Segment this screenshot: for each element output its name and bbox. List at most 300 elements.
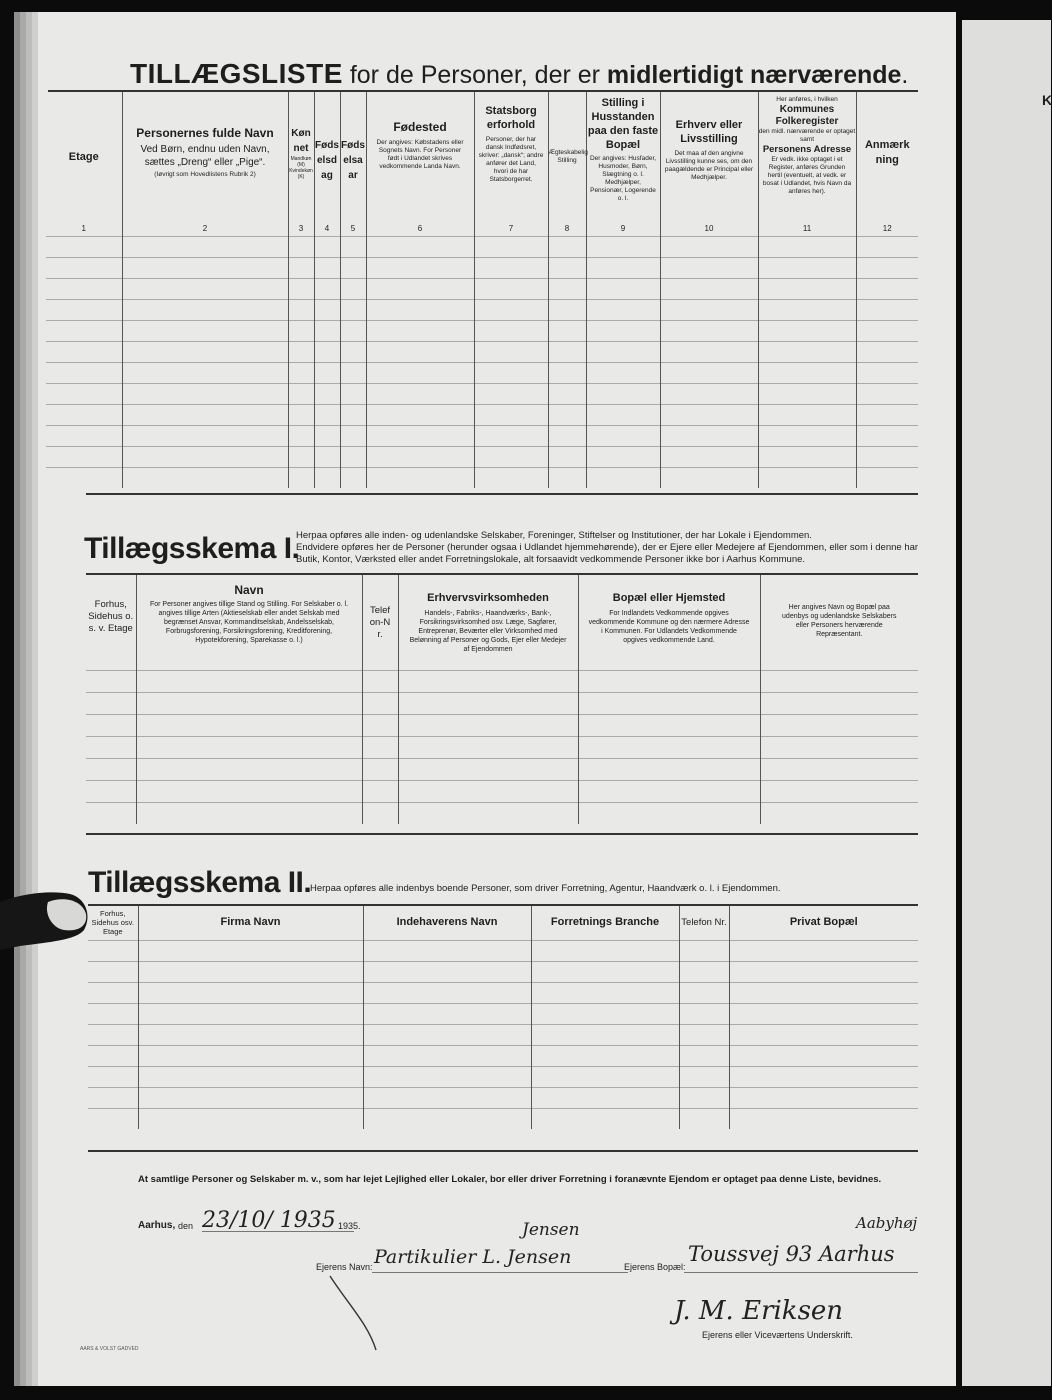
liste-row	[46, 257, 918, 278]
skema2-cell[interactable]	[729, 961, 918, 982]
liste-cell[interactable]	[122, 341, 288, 362]
skema1-cell[interactable]	[362, 780, 398, 802]
liste-cell[interactable]	[340, 236, 366, 257]
skema1-cell[interactable]	[760, 670, 918, 692]
liste-cell[interactable]	[288, 383, 314, 404]
liste-cell[interactable]	[288, 257, 314, 278]
liste-cell[interactable]	[548, 257, 586, 278]
skema2-cell[interactable]	[88, 961, 138, 982]
liste-cell[interactable]	[586, 467, 660, 488]
skema2-cell[interactable]	[363, 1108, 531, 1129]
liste-cell[interactable]	[758, 383, 856, 404]
skema1-cell[interactable]	[136, 802, 362, 824]
col-statsborger: Statsborgerforhold Personer, der har dansk Indfødsret, skriver: „dansk“; andre anfører det Land, hvori de har Statsborgerret.	[474, 92, 548, 222]
city-label: Aarhus,	[138, 1220, 176, 1231]
skema1-cell[interactable]	[136, 670, 362, 692]
skema2-cell[interactable]	[138, 1066, 363, 1087]
liste-cell[interactable]	[586, 236, 660, 257]
skema1-cell[interactable]	[398, 714, 578, 736]
skema2-header-row	[88, 906, 918, 940]
skema2-cell[interactable]	[138, 1003, 363, 1024]
skema2-cell[interactable]	[363, 1003, 531, 1024]
skema1-cell[interactable]	[398, 670, 578, 692]
col-navn: Personernes fulde Navn Ved Børn, endnu uden Navn, sættes „Dreng“ eller „Pige“. (Iøvrigt som Hovedlistens Rubrik 2)	[122, 92, 288, 222]
liste-cell[interactable]	[474, 320, 548, 341]
skema2-cell[interactable]	[88, 1024, 138, 1045]
liste-cell[interactable]	[660, 404, 758, 425]
skema1-cell[interactable]	[136, 736, 362, 758]
skema2-cell[interactable]	[679, 940, 729, 961]
liste-cell[interactable]	[660, 425, 758, 446]
liste-cell[interactable]	[340, 425, 366, 446]
liste-cell[interactable]	[474, 404, 548, 425]
skema1-row	[86, 670, 918, 692]
skema2-body	[88, 940, 918, 1129]
signature-handwritten: J. M. Eriksen	[674, 1296, 844, 1326]
liste-cell[interactable]	[314, 404, 340, 425]
liste-row	[46, 362, 918, 383]
col-foedested: Fødested Der angives: Købstadens eller Sognets Navn. For Personer født i Udlandet skrives vedkommende Landa Navn.	[366, 92, 474, 222]
liste-cell[interactable]	[340, 278, 366, 299]
liste-row	[46, 425, 918, 446]
skema2-cell[interactable]	[729, 1024, 918, 1045]
skema2-cell[interactable]	[729, 1108, 918, 1129]
liste-cell[interactable]	[46, 383, 122, 404]
liste-cell[interactable]	[122, 320, 288, 341]
skema1-cell[interactable]	[398, 736, 578, 758]
liste-cell[interactable]	[314, 446, 340, 467]
skema2-col-telefon: Telefon Nr.	[679, 906, 729, 940]
liste-cell[interactable]	[758, 467, 856, 488]
liste-cell[interactable]	[758, 278, 856, 299]
skema2-cell[interactable]	[679, 961, 729, 982]
liste-cell[interactable]	[340, 446, 366, 467]
skema2-cell[interactable]	[88, 1108, 138, 1129]
liste-cell[interactable]	[46, 404, 122, 425]
liste-cell[interactable]	[314, 362, 340, 383]
owner-address-insert: Aabyhøj	[856, 1214, 918, 1232]
col-koennet: Kønnet Mandkøn (M) Kvindekøn (K)	[288, 92, 314, 222]
skema1-cell[interactable]	[362, 692, 398, 714]
skema2-cell[interactable]	[138, 982, 363, 1003]
skema1-col-bopael: Bopæl eller Hjemsted For Indlandets Vedkommende opgives vedkommende Kommune og den nærmere Adresse i Kommunen. For Udlandets Vedkommende opgives vedkommende Land.	[578, 575, 760, 670]
liste-cell[interactable]	[288, 404, 314, 425]
liste-cell[interactable]	[758, 404, 856, 425]
liste-cell[interactable]	[548, 404, 586, 425]
liste-cell[interactable]	[586, 278, 660, 299]
date-handwritten: 23/10/ 1935	[202, 1208, 336, 1233]
liste-cell[interactable]	[366, 362, 474, 383]
skema1-col-navn: Navn For Personer angives tillige Stand og Stilling. For Selskaber o. l. angives tillige Arten (Aktieselskab eller andet Selskab med begrænset Ansvar, Kommanditselskab, Andelsselskab, Forbrugsforening, Forsikringsforening, Kreditforening, Hypotekforening, Sparekasse o. l.)	[136, 575, 362, 670]
skema1-cell[interactable]	[86, 714, 136, 736]
liste-cell[interactable]	[340, 467, 366, 488]
skema1-bottom-rule	[86, 833, 918, 835]
liste-cell[interactable]	[46, 341, 122, 362]
liste-cell[interactable]	[288, 467, 314, 488]
skema1-cell[interactable]	[362, 670, 398, 692]
skema1-cell[interactable]	[86, 780, 136, 802]
skema1-cell[interactable]	[86, 670, 136, 692]
skema2-cell[interactable]	[531, 1024, 679, 1045]
liste-cell[interactable]	[46, 236, 122, 257]
skema2-cell[interactable]	[363, 1066, 531, 1087]
liste-cell[interactable]	[586, 299, 660, 320]
liste-cell[interactable]	[46, 446, 122, 467]
liste-cell[interactable]	[366, 467, 474, 488]
liste-cell[interactable]	[122, 362, 288, 383]
liste-cell[interactable]	[314, 320, 340, 341]
liste-row	[46, 341, 918, 362]
skema2-cell[interactable]	[531, 1045, 679, 1066]
skema1-cell[interactable]	[760, 736, 918, 758]
signature-label: Ejerens eller Viceværtens Underskrift.	[702, 1330, 853, 1340]
skema2-cell[interactable]	[531, 940, 679, 961]
skema2-row	[88, 1003, 918, 1024]
liste-cell[interactable]	[548, 299, 586, 320]
liste-cell[interactable]	[758, 341, 856, 362]
liste-cell[interactable]	[660, 446, 758, 467]
skema2-cell[interactable]	[138, 1045, 363, 1066]
liste-cell[interactable]	[122, 383, 288, 404]
liste-cell[interactable]	[758, 446, 856, 467]
liste-cell[interactable]	[366, 404, 474, 425]
skema1-title: Tillægsskema I.	[84, 532, 300, 565]
skema1-cell[interactable]	[86, 736, 136, 758]
liste-cell[interactable]	[340, 383, 366, 404]
liste-cell[interactable]	[474, 278, 548, 299]
skema2-cell[interactable]	[679, 1003, 729, 1024]
owner-name-insert: Jensen	[522, 1220, 580, 1240]
skema2-description: Herpaa opføres alle indenbys boende Personer, som driver Forretning, Agentur, Haandværk o. l. i Ejendommen.	[310, 883, 781, 894]
liste-title: TILLÆGSLISTE for de Personer, der er midlertidigt nærværende.	[130, 58, 909, 89]
liste-cell[interactable]	[340, 257, 366, 278]
liste-cell[interactable]	[366, 320, 474, 341]
skema2-cell[interactable]	[363, 1087, 531, 1108]
liste-cell[interactable]	[548, 383, 586, 404]
form-page	[38, 12, 956, 1386]
year-printed: 1935.	[338, 1221, 361, 1231]
liste-cell[interactable]	[288, 446, 314, 467]
liste-cell[interactable]	[366, 257, 474, 278]
liste-cell[interactable]	[586, 257, 660, 278]
liste-cell[interactable]	[366, 278, 474, 299]
liste-cell[interactable]	[586, 404, 660, 425]
skema1-cell[interactable]	[86, 758, 136, 780]
liste-cell[interactable]	[856, 467, 918, 488]
liste-cell[interactable]	[758, 257, 856, 278]
liste-cell[interactable]	[122, 236, 288, 257]
liste-cell[interactable]	[288, 278, 314, 299]
liste-cell[interactable]	[46, 467, 122, 488]
skema1-cell[interactable]	[760, 802, 918, 824]
liste-cell[interactable]	[758, 236, 856, 257]
skema1-cell[interactable]	[760, 758, 918, 780]
liste-cell[interactable]	[474, 446, 548, 467]
liste-cell[interactable]	[586, 425, 660, 446]
liste-cell[interactable]	[758, 299, 856, 320]
liste-cell[interactable]	[660, 320, 758, 341]
skema2-cell[interactable]	[88, 1045, 138, 1066]
liste-cell[interactable]	[366, 446, 474, 467]
liste-cell[interactable]	[474, 425, 548, 446]
skema2-cell[interactable]	[138, 1087, 363, 1108]
liste-cell[interactable]	[314, 257, 340, 278]
liste-cell[interactable]	[122, 278, 288, 299]
liste-cell[interactable]	[46, 299, 122, 320]
skema1-cell[interactable]	[578, 758, 760, 780]
liste-cell[interactable]	[586, 383, 660, 404]
owner-address-handwritten: Toussvej 93 Aarhus	[688, 1242, 895, 1266]
skema2-cell[interactable]	[138, 1108, 363, 1129]
liste-cell[interactable]	[660, 383, 758, 404]
col-foedselsaar: Fødselsaar	[340, 92, 366, 222]
skema1-col-etage: Forhus, Sidehus o. s. v. Etage	[88, 599, 134, 634]
liste-cell[interactable]	[856, 320, 918, 341]
liste-cell[interactable]	[856, 341, 918, 362]
liste-cell[interactable]	[586, 446, 660, 467]
liste-cell[interactable]	[548, 467, 586, 488]
skema2-cell[interactable]	[138, 1024, 363, 1045]
skema2-cell[interactable]	[363, 940, 531, 961]
liste-cell[interactable]	[586, 341, 660, 362]
liste-cell[interactable]	[122, 404, 288, 425]
liste-cell[interactable]	[366, 425, 474, 446]
liste-cell[interactable]	[474, 299, 548, 320]
owner-name-line	[372, 1272, 628, 1273]
col-folkeregister: Her anføres, i hvilken Kommunes Folkeregister den midl. nærværende er optaget samt Personens Adresse Er vedk. ikke optaget i et Register, anføres Grunden hertil (eventuelt, at vedk. er bosat i Udlandet, hvis Navn da anføres her).	[758, 92, 856, 222]
skema1-cell[interactable]	[760, 714, 918, 736]
skema2-cell[interactable]	[88, 1066, 138, 1087]
skema2-col-etage: Forhus, Sidehus osv. Etage	[91, 909, 134, 937]
skema1-body	[86, 670, 918, 824]
liste-cell[interactable]	[288, 299, 314, 320]
liste-cell[interactable]	[474, 236, 548, 257]
skema1-cell[interactable]	[398, 802, 578, 824]
liste-cell[interactable]	[46, 320, 122, 341]
skema2-cell[interactable]	[531, 1066, 679, 1087]
skema2-cell[interactable]	[531, 1087, 679, 1108]
liste-cell[interactable]	[758, 362, 856, 383]
skema2-cell[interactable]	[679, 1087, 729, 1108]
liste-cell[interactable]	[288, 341, 314, 362]
skema1-cell[interactable]	[136, 758, 362, 780]
liste-cell[interactable]	[660, 299, 758, 320]
liste-cell[interactable]	[122, 425, 288, 446]
skema1-cell[interactable]	[578, 714, 760, 736]
skema1-cell[interactable]	[362, 714, 398, 736]
skema2-cell[interactable]	[138, 940, 363, 961]
liste-cell[interactable]	[314, 341, 340, 362]
liste-cell[interactable]	[660, 362, 758, 383]
skema1-cell[interactable]	[578, 736, 760, 758]
liste-cell[interactable]	[548, 320, 586, 341]
liste-cell[interactable]	[46, 257, 122, 278]
skema2-cell[interactable]	[531, 982, 679, 1003]
skema2-cell[interactable]	[363, 1024, 531, 1045]
skema1-cell[interactable]	[578, 780, 760, 802]
skema2-cell[interactable]	[679, 1045, 729, 1066]
skema2-row	[88, 1087, 918, 1108]
skema1-row	[86, 758, 918, 780]
skema1-cell[interactable]	[398, 780, 578, 802]
liste-cell[interactable]	[548, 425, 586, 446]
skema1-cell[interactable]	[136, 692, 362, 714]
skema2-cell[interactable]	[138, 961, 363, 982]
skema2-row	[88, 1066, 918, 1087]
liste-cell[interactable]	[856, 257, 918, 278]
skema2-cell[interactable]	[729, 982, 918, 1003]
liste-cell[interactable]	[340, 299, 366, 320]
skema2-row	[88, 982, 918, 1003]
skema2-cell[interactable]	[363, 961, 531, 982]
skema1-cell[interactable]	[136, 780, 362, 802]
liste-cell[interactable]	[122, 257, 288, 278]
skema1-cell[interactable]	[86, 802, 136, 824]
skema1-cell[interactable]	[760, 692, 918, 714]
liste-bottom-rule	[86, 493, 918, 495]
liste-cell[interactable]	[474, 467, 548, 488]
liste-cell[interactable]	[366, 341, 474, 362]
owner-address-line	[684, 1272, 918, 1273]
liste-cell[interactable]	[856, 404, 918, 425]
col-foedselsdag: Fødselsdag	[314, 92, 340, 222]
liste-cell[interactable]	[340, 404, 366, 425]
skema2-cell[interactable]	[363, 982, 531, 1003]
liste-cell[interactable]	[314, 299, 340, 320]
skema2-cell[interactable]	[531, 961, 679, 982]
skema2-cell[interactable]	[679, 1024, 729, 1045]
liste-cell[interactable]	[758, 320, 856, 341]
liste-cell[interactable]	[856, 236, 918, 257]
liste-cell[interactable]	[46, 278, 122, 299]
liste-cell[interactable]	[288, 362, 314, 383]
liste-cell[interactable]	[856, 425, 918, 446]
skema2-cell[interactable]	[88, 982, 138, 1003]
skema1-cell[interactable]	[362, 736, 398, 758]
liste-cell[interactable]	[340, 320, 366, 341]
liste-cell[interactable]	[660, 257, 758, 278]
skema2-cell[interactable]	[363, 1045, 531, 1066]
skema2-col-bopael: Privat Bopæl	[729, 906, 918, 940]
skema2-cell[interactable]	[679, 982, 729, 1003]
liste-cell[interactable]	[314, 278, 340, 299]
liste-cell[interactable]	[758, 425, 856, 446]
liste-cell[interactable]	[314, 467, 340, 488]
liste-cell[interactable]	[122, 299, 288, 320]
skema2-cell[interactable]	[531, 1003, 679, 1024]
skema1-cell[interactable]	[398, 692, 578, 714]
skema1-cell[interactable]	[578, 692, 760, 714]
skema1-cell[interactable]	[362, 758, 398, 780]
pen-stroke	[328, 1274, 388, 1354]
skema2-cell[interactable]	[88, 1003, 138, 1024]
liste-row	[46, 467, 918, 488]
liste-cell[interactable]	[288, 236, 314, 257]
skema1-cell[interactable]	[578, 670, 760, 692]
liste-cell[interactable]	[856, 278, 918, 299]
liste-cell[interactable]	[288, 425, 314, 446]
skema1-description: Herpaa opføres alle inden- og udenlandske Selskaber, Foreninger, Stiftelser og Institutioner, der har Lokale i Ejendommen. Endvidere opføres her de Personer (herunder ogsaa i Udlandet hjemmehørende), der er Ejere eller Medejere af Ejendommen, eller som i denne har Butik, Kontor, Værksted eller andet Forretningslokale, alt forsaavidt vedkommende Personer ikke bor i Aarhus Kommune.	[296, 530, 919, 565]
skema1-cell[interactable]	[136, 714, 362, 736]
liste-cell[interactable]	[856, 362, 918, 383]
col-aegteskab: Ægteskabelig Stilling	[548, 92, 586, 222]
liste-cell[interactable]	[474, 383, 548, 404]
liste-cell[interactable]	[46, 362, 122, 383]
liste-cell[interactable]	[856, 446, 918, 467]
liste-cell[interactable]	[474, 362, 548, 383]
liste-cell[interactable]	[660, 341, 758, 362]
liste-cell[interactable]	[856, 383, 918, 404]
liste-cell[interactable]	[314, 236, 340, 257]
liste-cell[interactable]	[340, 362, 366, 383]
skema1-col-repraesentant: Her angives Navn og Bopæl paa udenbys og udenlandske Selskabers eller Personers herværende Repræsentant.	[760, 575, 918, 670]
skema2-title: Tillægsskema II.	[88, 866, 312, 899]
liste-cell[interactable]	[660, 467, 758, 488]
liste-cell[interactable]	[122, 467, 288, 488]
skema1-cell[interactable]	[760, 780, 918, 802]
liste-row	[46, 278, 918, 299]
liste-row	[46, 320, 918, 341]
owner-name-label: Ejerens Navn:	[316, 1262, 373, 1272]
skema2-cell[interactable]	[729, 940, 918, 961]
liste-cell[interactable]	[366, 383, 474, 404]
liste-cell[interactable]	[474, 257, 548, 278]
next-page-letter: K	[1042, 92, 1052, 108]
skema2-cell[interactable]	[729, 1045, 918, 1066]
liste-row	[46, 446, 918, 467]
owner-address-label: Ejerens Bopæl:	[624, 1262, 686, 1272]
skema2-cell[interactable]	[729, 1003, 918, 1024]
liste-cell[interactable]	[548, 446, 586, 467]
skema2-cell[interactable]	[88, 1087, 138, 1108]
skema1-row	[86, 736, 918, 758]
skema2-cell[interactable]	[679, 1066, 729, 1087]
skema2-cell[interactable]	[729, 1066, 918, 1087]
liste-cell[interactable]	[122, 446, 288, 467]
liste-cell[interactable]	[366, 299, 474, 320]
liste-cell[interactable]	[660, 236, 758, 257]
liste-body	[46, 236, 918, 488]
skema1-cell[interactable]	[578, 802, 760, 824]
liste-cell[interactable]	[548, 236, 586, 257]
col-anmaerkning: Anmærkning	[856, 92, 918, 222]
liste-cell[interactable]	[586, 362, 660, 383]
liste-cell[interactable]	[314, 425, 340, 446]
liste-cell[interactable]	[856, 299, 918, 320]
liste-cell[interactable]	[474, 341, 548, 362]
liste-cell[interactable]	[548, 341, 586, 362]
skema2-cell[interactable]	[679, 1108, 729, 1129]
skema1-cell[interactable]	[86, 692, 136, 714]
col-erhverv: Erhverv eller Livsstilling Det maa af den angivne Livsstilling kunne ses, om den paagældende er Principal eller Medhjælper.	[660, 92, 758, 222]
liste-cell[interactable]	[548, 362, 586, 383]
liste-cell[interactable]	[548, 278, 586, 299]
skema1-cell[interactable]	[362, 802, 398, 824]
skema1-table	[86, 575, 918, 824]
skema2-cell[interactable]	[729, 1087, 918, 1108]
skema2-col-firma: Firma Navn	[138, 906, 363, 940]
skema2-cell[interactable]	[531, 1108, 679, 1129]
liste-cell[interactable]	[46, 425, 122, 446]
liste-cell[interactable]	[288, 320, 314, 341]
liste-cell[interactable]	[660, 278, 758, 299]
skema1-cell[interactable]	[398, 758, 578, 780]
liste-cell[interactable]	[586, 320, 660, 341]
liste-cell[interactable]	[314, 383, 340, 404]
liste-cell[interactable]	[366, 236, 474, 257]
skema1-header-row	[86, 575, 918, 670]
liste-cell[interactable]	[340, 341, 366, 362]
